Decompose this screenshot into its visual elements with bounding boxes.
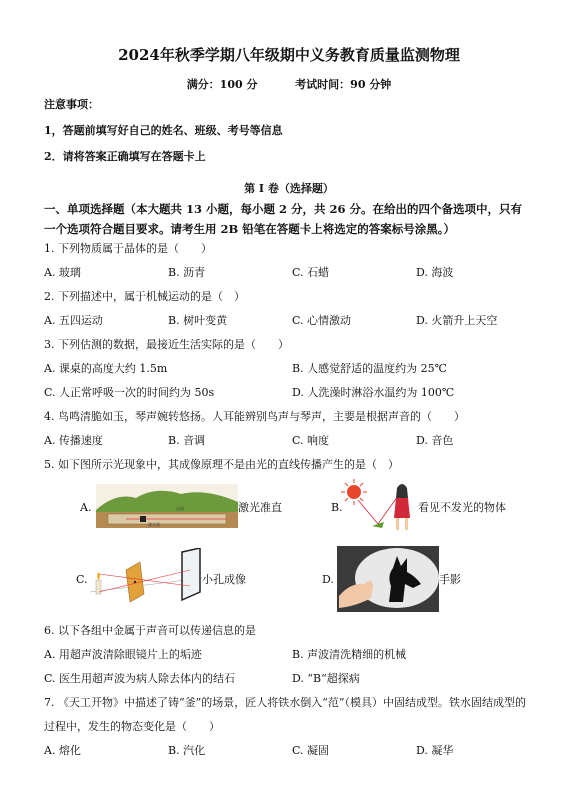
exam-meta	[0, 76, 578, 92]
laser-icon	[140, 516, 146, 522]
q3-option-c: C. 人正常呼吸一次的时间约为 50s	[44, 386, 215, 399]
q2-option-a: A. 五四运动	[44, 314, 103, 327]
question-5-stem: 5. 如下图所示光现象中，其成像原理不是由光的直线传播产生的是（ ）	[44, 458, 399, 471]
q3-option-d: D. 人洗澡时淋浴水温约为 100℃	[292, 386, 455, 399]
hand-shadow-figure	[337, 546, 439, 612]
q7-option-b: B. 汽化	[168, 744, 206, 757]
exam-title: 2024年秋季学期八年级期中义务教育质量监测物理	[118, 46, 460, 64]
pinhole-camera-figure	[90, 548, 202, 610]
q4-option-c: C. 响度	[292, 434, 330, 447]
q3-option-b: B. 人感觉舒适的温度约为 25℃	[292, 362, 447, 375]
laser-tunnel-figure	[96, 484, 238, 528]
question-2-stem: 2. 下列描述中，属于机械运动的是（ ）	[44, 290, 245, 303]
q1-option-d: D. 海波	[416, 266, 454, 279]
q4-option-b: B. 音调	[168, 434, 206, 447]
q7-option-d: D. 凝华	[416, 744, 454, 757]
seeing-object-figure	[338, 476, 418, 536]
q3-option-a: A. 课桌的高度大约 1.5m	[44, 362, 168, 375]
section-intro-1: 一、单项选择题（本大题共 13 小题，每小题 2 分，共 26 分。在给出的四个备选项中，只有	[44, 202, 523, 216]
q2-option-c: C. 心情激动	[292, 314, 352, 327]
q2-option-d: D. 火箭升上天空	[416, 314, 498, 327]
question-1-stem: 1. 下列物质属于晶体的是（ ）	[44, 242, 212, 255]
q5-option-c: C.	[76, 573, 88, 586]
q6-option-d: D. “B“超探病	[292, 672, 360, 685]
q5-caption-a: 激光准直	[238, 501, 282, 514]
q5-option-b: B.	[331, 501, 343, 514]
question-3-stem: 3. 下列估测的数据，最接近生活实际的是（ ）	[44, 338, 289, 351]
question-7-stem-2: 过程中，发生的物态变化是（ ）	[44, 720, 220, 733]
q1-option-a: A. 玻璃	[44, 266, 81, 279]
section-intro-2: 一个选项符合题目要求。请考生用 2B 铅笔在答题卡上将选定的答案标号涂黑。）	[44, 222, 455, 236]
q6-option-a: A. 用超声波清除眼镜片上的垢迹	[44, 648, 202, 661]
q7-option-c: C. 凝固	[292, 744, 330, 757]
q5-caption-d: 手影	[439, 573, 461, 586]
exam-time: 考试时间：90 分钟	[295, 78, 392, 91]
q1-option-b: B. 沥青	[168, 266, 206, 279]
label-laser: 激光器	[148, 522, 160, 527]
q4-option-d: D. 音色	[416, 434, 454, 447]
note-item-2: 2．请将答案正确填写在答题卡上	[44, 150, 206, 163]
q2-option-b: B. 树叶变黄	[168, 314, 228, 327]
screen-board	[182, 548, 200, 600]
full-score: 满分：100 分	[186, 78, 258, 91]
section-title: 第 I 卷（选择题）	[244, 182, 334, 195]
q6-option-c: C. 医生用超声波为病人除去体内的结石	[44, 672, 236, 685]
q5-option-a: A.	[80, 501, 92, 514]
candle-icon	[96, 572, 101, 594]
object-icon	[372, 522, 384, 528]
q1-option-c: C. 石蜡	[292, 266, 330, 279]
question-4-stem: 4. 鸟鸣清脆如玉，琴声婉转悠扬。人耳能辨别鸟声与琴声，主要是根据声音的（ ）	[44, 410, 465, 423]
q5-caption-b: 看见不发光的物体	[418, 501, 506, 514]
question-6-stem: 6. 以下各组中金属于声音可以传递信息的是	[44, 624, 256, 637]
q6-option-b: B. 声波清洗精细的机械	[292, 648, 407, 661]
question-7-stem-1: 7. 《天工开物》中描述了铸“釜”的场景，匠人将铁水倒入“范”（模具）中固结成型。铁水固结成型的	[44, 696, 526, 709]
q5-caption-c: 小孔成像	[202, 573, 246, 586]
sun-icon	[341, 479, 367, 505]
girl-icon	[394, 484, 410, 530]
q5-option-d: D.	[322, 573, 334, 586]
q4-option-a: A. 传播速度	[44, 434, 103, 447]
q7-option-a: A. 熔化	[44, 744, 81, 757]
notes-heading: 注意事项：	[44, 98, 99, 111]
label-mountain: 山体	[176, 506, 184, 511]
note-item-1: 1，答题前填写好自己的姓名、班级、考号等信息	[44, 124, 283, 137]
